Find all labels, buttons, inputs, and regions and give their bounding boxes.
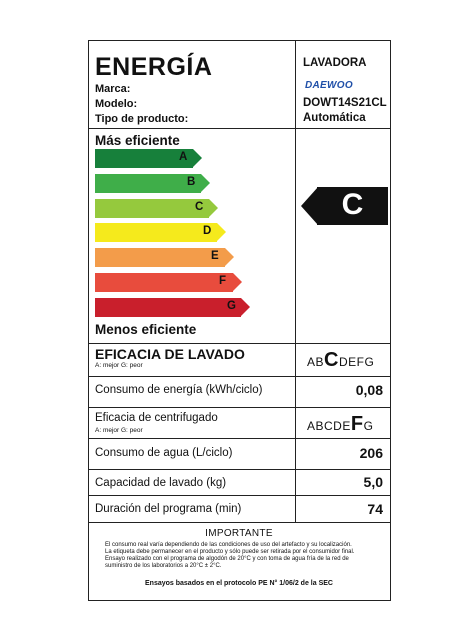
capacity-value: 5,0 (363, 474, 383, 490)
energy-rating-letter: C (341, 188, 364, 221)
label-title: ENERGÍA (95, 53, 213, 81)
energy-consumption-label: Consumo de energía (kWh/ciclo) (95, 384, 263, 396)
water-consumption-label: Consumo de agua (L/ciclo) (95, 447, 233, 459)
divider (89, 469, 390, 470)
brand-label: Marca: (95, 83, 131, 95)
capacity-label: Capacidad de lavado (kg) (95, 477, 227, 489)
rating-arrow-icon (301, 187, 318, 225)
row-divider (295, 495, 296, 522)
type-label: Tipo de producto: (95, 113, 189, 125)
energy-label (88, 40, 391, 601)
energy-class-a-bar (95, 149, 202, 168)
spin-efficiency-scale (307, 413, 373, 436)
duration-value: 74 (367, 501, 383, 517)
washing-scale-before: AB (307, 355, 325, 369)
important-text (105, 542, 375, 570)
important-line: suministro de los laboratorios a 20°C ± 2°C. (105, 563, 222, 569)
type-value: Automática (303, 112, 366, 124)
energy-class-letter: G (227, 299, 236, 312)
washing-scale-after: DEFG (338, 355, 375, 369)
row-divider (295, 376, 296, 407)
energy-class-letter: B (187, 175, 196, 188)
washing-efficiency-title: EFICACIA DE LAVADO (95, 346, 245, 362)
washing-efficiency-scale (307, 349, 374, 372)
energy-consumption-value: 0,08 (355, 382, 383, 398)
energy-rating-indicator (301, 187, 388, 225)
energy-class-e-bar (95, 248, 234, 267)
important-line: La etiqueta debe permanecer en el producto y sólo puede ser retirada por el consumidor final. (105, 549, 355, 555)
energy-class-letter: E (211, 250, 219, 263)
brand-logo: DAEWOO (305, 80, 353, 91)
divider (89, 407, 390, 408)
divider (89, 438, 390, 439)
divider (89, 522, 390, 523)
washing-scale-rating: C (324, 349, 339, 371)
spin-scale-rating: F (350, 413, 364, 435)
divider (89, 376, 390, 377)
row-divider (295, 469, 296, 495)
energy-class-f-bar (95, 273, 242, 292)
energy-class-letter: D (203, 225, 212, 238)
important-title: IMPORTANTE (205, 528, 273, 539)
divider (89, 128, 390, 129)
row-divider (295, 343, 296, 376)
important-line: Ensayo realizado con el programa de algodón de 20°C y con toma de agua fría de la red de (105, 556, 349, 562)
washing-efficiency-note: A: mejor G: peor (95, 362, 143, 369)
energy-class-g-bar (95, 298, 250, 317)
water-consumption-value: 206 (359, 445, 383, 461)
energy-class-b-bar (95, 174, 210, 193)
energy-class-c-bar (95, 199, 218, 218)
protocol-footer: Ensayos basados en el protocolo PE N° 1/06/2 de la SEC (145, 580, 333, 587)
important-line: El consumo real varía dependiendo de las condiciones de uso del artefacto y su localización. (105, 542, 352, 548)
row-divider (295, 407, 296, 438)
spin-efficiency-note: A: mejor G: peor (95, 427, 143, 434)
appliance-type: LAVADORA (303, 57, 367, 69)
spin-scale-before: ABCDE (307, 419, 351, 433)
model-value: DOWT14S21CL (303, 97, 387, 109)
header-divider (295, 41, 296, 343)
model-label: Modelo: (95, 98, 138, 110)
energy-class-d-bar (95, 223, 226, 242)
spin-scale-after: G (363, 419, 374, 433)
energy-class-letter: C (195, 200, 204, 213)
spin-efficiency-label: Eficacia de centrifugado (95, 412, 218, 424)
divider (89, 343, 390, 344)
duration-label: Duración del programa (min) (95, 503, 242, 515)
divider (89, 495, 390, 496)
energy-class-letter: A (179, 151, 188, 163)
energy-class-letter: F (219, 275, 227, 287)
row-divider (295, 438, 296, 469)
least-efficient-label: Menos eficiente (95, 322, 197, 337)
most-efficient-label: Más eficiente (95, 133, 180, 148)
